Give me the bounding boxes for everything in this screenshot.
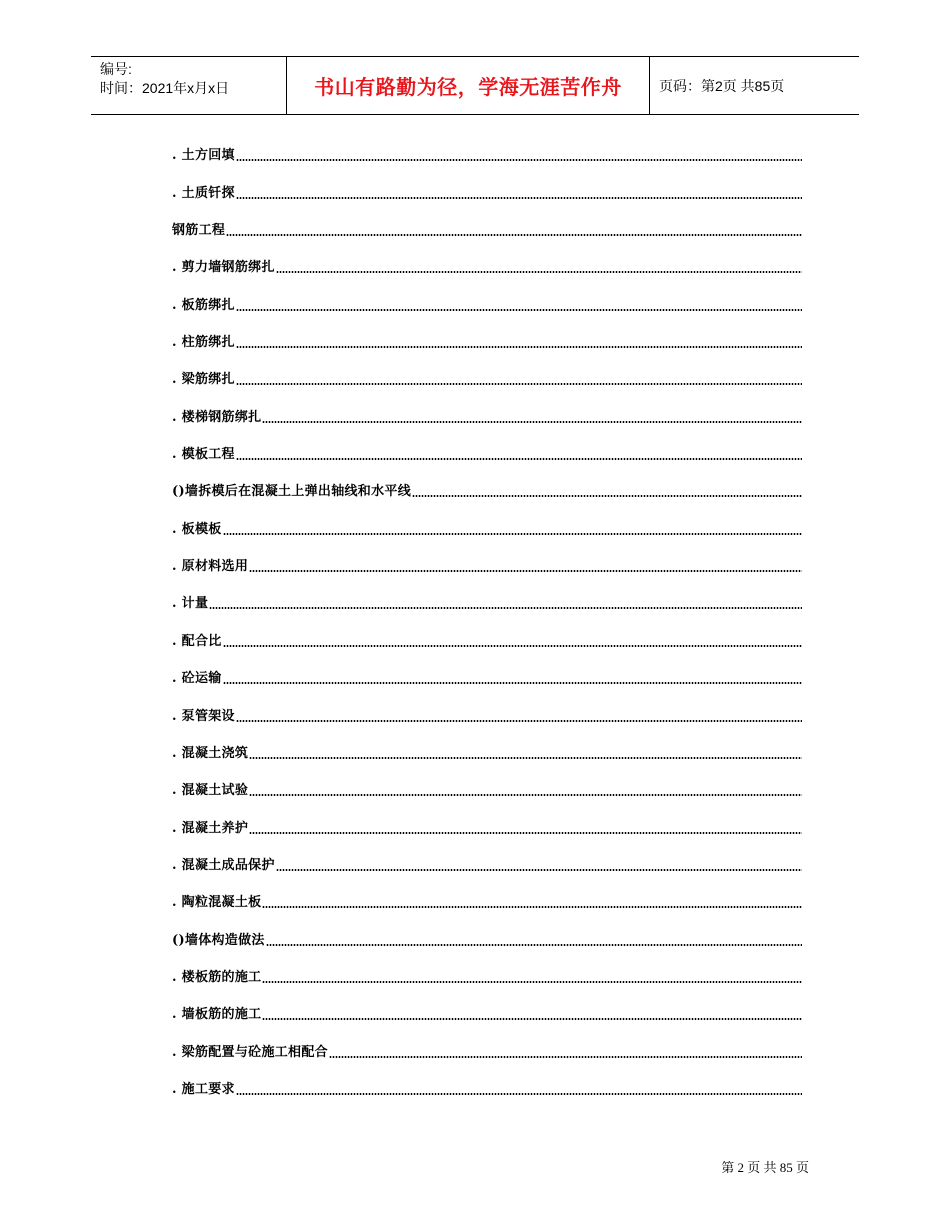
toc-entry[interactable] bbox=[172, 253, 802, 290]
toc-leader-dots bbox=[223, 533, 802, 535]
toc-entry[interactable] bbox=[172, 851, 802, 888]
header-meta-cell bbox=[91, 57, 287, 114]
toc-entry-label: . 墙板筋的施工 bbox=[172, 1007, 262, 1023]
toc-entry-label: . 混凝土成品保护 bbox=[172, 857, 275, 873]
toc-leader-dots bbox=[412, 495, 802, 497]
page-footer: 第 2 页 共 85 页 bbox=[721, 1160, 809, 1175]
toc-leader-dots bbox=[249, 794, 802, 796]
toc-entry-label: ()墙体构造做法 bbox=[172, 932, 265, 948]
toc-entry-label: . 配合比 bbox=[172, 633, 222, 649]
toc-entry-label: . 板模板 bbox=[172, 521, 222, 537]
toc-entry[interactable] bbox=[172, 626, 802, 663]
toc-leader-dots bbox=[249, 832, 802, 834]
toc-leader-dots bbox=[262, 981, 802, 983]
toc-entry-label: . 土质钎探 bbox=[172, 185, 235, 201]
toc-leader-dots bbox=[236, 309, 802, 311]
toc-entry[interactable] bbox=[172, 328, 802, 365]
toc-leader-dots bbox=[236, 458, 802, 460]
toc-leader-dots bbox=[236, 346, 802, 348]
toc-entry[interactable] bbox=[172, 776, 802, 813]
toc-entry[interactable] bbox=[172, 477, 802, 514]
toc-entry[interactable] bbox=[172, 178, 802, 215]
header-motto: 书山有路勤为径，学海无涯苦作舟 bbox=[287, 57, 650, 114]
toc-leader-dots bbox=[223, 682, 802, 684]
toc-entry[interactable] bbox=[172, 216, 802, 253]
toc-entry[interactable] bbox=[172, 1000, 802, 1037]
toc-entry-label: . 梁筋配置与砼施工相配合 bbox=[172, 1044, 328, 1060]
toc-entry[interactable] bbox=[172, 664, 802, 701]
toc-entry[interactable] bbox=[172, 925, 802, 962]
toc-entry[interactable] bbox=[172, 141, 802, 178]
toc-entry[interactable] bbox=[172, 1075, 802, 1112]
toc-leader-dots bbox=[262, 906, 802, 908]
toc-entry[interactable] bbox=[172, 440, 802, 477]
page-header bbox=[91, 56, 859, 115]
toc-entry-label: . 土方回填 bbox=[172, 148, 235, 164]
toc-leader-dots bbox=[266, 944, 802, 946]
toc-entry[interactable] bbox=[172, 552, 802, 589]
document-number-label: 编号: bbox=[100, 61, 132, 77]
toc-leader-dots bbox=[249, 570, 802, 572]
table-of-contents bbox=[172, 141, 802, 1112]
toc-entry-label: . 板筋绑扎 bbox=[172, 297, 235, 313]
toc-leader-dots bbox=[262, 421, 802, 423]
toc-leader-dots bbox=[262, 1018, 802, 1020]
toc-entry[interactable] bbox=[172, 365, 802, 402]
toc-leader-dots bbox=[223, 645, 802, 647]
toc-entry[interactable] bbox=[172, 1037, 802, 1074]
toc-entry[interactable] bbox=[172, 813, 802, 850]
toc-leader-dots bbox=[236, 159, 802, 161]
toc-entry-label: . 砼运输 bbox=[172, 671, 222, 687]
toc-entry[interactable] bbox=[172, 888, 802, 925]
toc-entry[interactable] bbox=[172, 589, 802, 626]
toc-entry-label: . 混凝土试验 bbox=[172, 783, 249, 799]
toc-entry[interactable] bbox=[172, 963, 802, 1000]
toc-entry-label: . 施工要求 bbox=[172, 1081, 235, 1097]
toc-leader-dots bbox=[276, 869, 802, 871]
toc-leader-dots bbox=[276, 271, 802, 273]
toc-entry-label: 钢筋工程 bbox=[172, 223, 226, 239]
toc-entry[interactable] bbox=[172, 290, 802, 327]
toc-entry-label: . 柱筋绑扎 bbox=[172, 335, 235, 351]
toc-entry-label: . 楼板筋的施工 bbox=[172, 969, 262, 985]
toc-entry-label: . 梁筋绑扎 bbox=[172, 372, 235, 388]
toc-leader-dots bbox=[329, 1056, 802, 1058]
toc-leader-dots bbox=[236, 197, 802, 199]
toc-entry-label: . 混凝土养护 bbox=[172, 820, 249, 836]
toc-entry-label: . 陶粒混凝土板 bbox=[172, 895, 262, 911]
toc-leader-dots bbox=[249, 757, 802, 759]
toc-entry-label: . 计量 bbox=[172, 596, 209, 612]
toc-entry[interactable] bbox=[172, 514, 802, 551]
toc-entry-label: . 模板工程 bbox=[172, 447, 235, 463]
toc-entry-label: . 楼梯钢筋绑扎 bbox=[172, 409, 262, 425]
toc-entry-label: . 泵管架设 bbox=[172, 708, 235, 724]
toc-leader-dots bbox=[236, 720, 802, 722]
toc-entry-label: . 原材料选用 bbox=[172, 559, 249, 575]
toc-leader-dots bbox=[226, 234, 802, 236]
toc-leader-dots bbox=[236, 1093, 802, 1095]
toc-entry[interactable] bbox=[172, 739, 802, 776]
toc-entry-label: . 剪力墙钢筋绑扎 bbox=[172, 260, 275, 276]
toc-leader-dots bbox=[209, 607, 802, 609]
toc-leader-dots bbox=[236, 383, 802, 385]
toc-entry[interactable] bbox=[172, 402, 802, 439]
toc-entry-label: ()墙拆模后在混凝土上弹出轴线和水平线 bbox=[172, 484, 412, 500]
toc-entry-label: . 混凝土浇筑 bbox=[172, 745, 249, 761]
header-page-info: 页码：第2页 共85页 bbox=[659, 77, 785, 94]
toc-entry[interactable] bbox=[172, 701, 802, 738]
document-time-label: 时间：2021年x月x日 bbox=[100, 80, 230, 96]
